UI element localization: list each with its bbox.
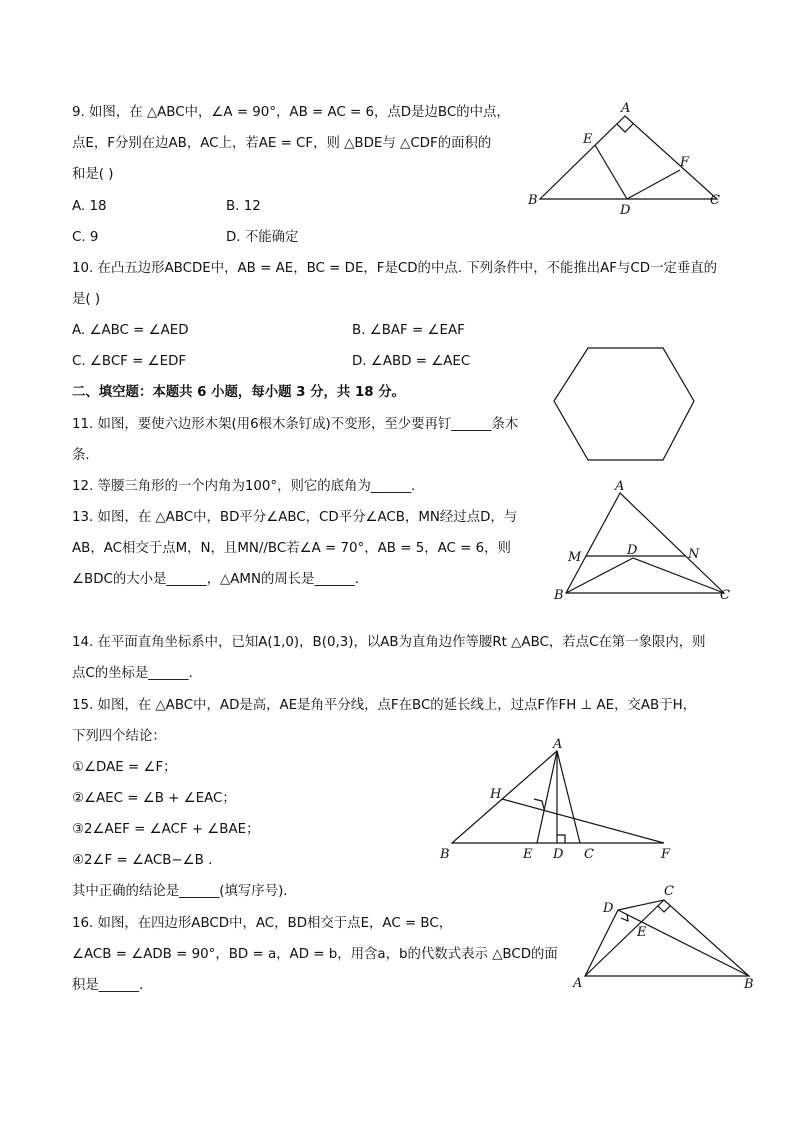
q15-label-c: C [584, 847, 594, 862]
q16-right-angle-mark-c [658, 906, 670, 912]
q9-label-d: D [620, 203, 631, 218]
q13-stem-line3: ∠BDC的大小是______，△AMN的周长是______. [72, 572, 359, 587]
q10-option-d: D. ∠ABD = ∠AEC [352, 354, 471, 369]
q16-label-a: A [573, 976, 583, 991]
q11-stem-line2: 条. [72, 448, 90, 463]
q9-option-a: A. 18 [72, 199, 107, 214]
q16-quadrilateral-figure [566, 880, 766, 995]
q9-label-e: E [583, 132, 593, 147]
q15-right-angle-mark-d [557, 835, 565, 843]
q9-label-b: B [528, 193, 538, 208]
q16-diagonal-ac [585, 900, 664, 976]
q16-label-e: E [637, 925, 647, 940]
q13-label-m: M [568, 550, 582, 565]
q16-right-angle-mark-d [621, 914, 628, 921]
q11-stem-line1: 11. 如图，要使六边形木架(用6根木条钉成)不变形，至少要再钉______条木 [72, 417, 519, 432]
q16-label-c: C [664, 884, 674, 899]
q10-stem-line2: 是( ) [72, 292, 101, 307]
q16-diagonal-bd [618, 910, 749, 976]
q11-hexagon [554, 348, 694, 460]
section-title-fill-in: 二、填空题：本题共 6 小题，每小题 3 分，共 18 分。 [72, 385, 406, 400]
q13-label-a: A [615, 479, 625, 494]
q15-label-d: D [553, 847, 564, 862]
q15-bisector-ae [537, 751, 557, 843]
q10-option-a: A. ∠ABC = ∠AED [72, 323, 189, 338]
q15-label-e: E [523, 847, 533, 862]
q11-hexagon-figure [548, 343, 698, 465]
q12-stem: 12. 等腰三角形的一个内角为100°，则它的底角为______. [72, 479, 416, 494]
q13-triangle-abc [566, 493, 724, 593]
q14-stem-line2: 点C的坐标是______. [72, 666, 193, 681]
q10-option-b: B. ∠BAF = ∠EAF [352, 323, 465, 338]
q14-stem-line1: 14. 在平面直角坐标系中，已知A(1,0)，B(0,3)，以AB为直角边作等腰Rt △ABC，若点C在第一象限内，则 [72, 635, 706, 650]
q16-label-b: B [744, 977, 754, 992]
q15-stem-line3: 其中正确的结论是______(填写序号). [72, 884, 288, 899]
q15-triangle-abc [452, 751, 580, 843]
q15-stem-line1: 15. 如图，在 △ABC中，AD是高，AE是角平分线，点F在BC的延长线上，过点F作FH ⊥ AE，交AB于H， [72, 698, 697, 713]
q10-stem-line1: 10. 在凸五边形ABCDE中，AB = AE，BC = DE，F是CD的中点. 下列条件中，不能推出AF与CD一定垂直的 [72, 261, 718, 276]
q13-label-n: N [688, 547, 700, 562]
q9-label-a: A [621, 101, 631, 116]
q15-triangle-figure [436, 735, 686, 865]
q13-label-b: B [554, 588, 564, 603]
q15-label-h: H [490, 787, 502, 802]
q9-right-angle-mark [617, 124, 633, 132]
q13-stem-line2: AB，AC相交于点M，N，且MN//BC若∠A = 70°，AB = 5，AC = 6，则 [72, 541, 511, 556]
q10-option-c: C. ∠BCF = ∠EDF [72, 354, 187, 369]
q16-stem-line3: 积是______. [72, 978, 144, 993]
q15-label-b: B [440, 847, 450, 862]
q13-stem-line1: 13. 如图，在 △ABC中，BD平分∠ABC，CD平分∠ACB，MN经过点D，与 [72, 510, 518, 525]
q9-segment-df [627, 170, 680, 199]
q9-label-c: C [710, 193, 720, 208]
q15-segment-hf [502, 799, 664, 843]
q15-conclusion-3: ③2∠AEF = ∠ACF + ∠BAE； [72, 822, 260, 837]
q13-triangle-figure [548, 475, 738, 605]
q13-label-d: D [627, 543, 638, 558]
q9-option-b: B. 12 [226, 199, 261, 214]
q13-label-c: C [720, 588, 730, 603]
q13-segment-dc [633, 558, 724, 593]
q9-triangle-figure [520, 96, 730, 221]
q16-stem-line2: ∠ACB = ∠ADB = 90°，BD = a，AD = b，用含a，b的代数式表示 △BCD的面 [72, 947, 558, 962]
q15-label-a: A [553, 737, 563, 752]
q15-conclusion-1: ①∠DAE = ∠F； [72, 760, 177, 775]
q15-stem-line2: 下列四个结论： [72, 729, 166, 744]
q9-stem-line2: 点E，F分别在边AB，AC上，若AE = CF，则 △BDE与 △CDF的面积的 [72, 136, 492, 151]
q15-conclusion-4: ④2∠F = ∠ACB−∠B . [72, 853, 213, 868]
q16-stem-line1: 16. 如图，在四边形ABCD中，AC，BD相交于点E，AC = BC， [72, 916, 453, 931]
q9-option-d: D. 不能确定 [226, 230, 299, 245]
q15-label-f: F [661, 847, 671, 862]
q9-segment-ed [595, 145, 627, 199]
q16-label-d: D [603, 901, 614, 916]
q9-label-f: F [680, 155, 690, 170]
q9-stem-line1: 9. 如图，在 △ABC中，∠A = 90°，AB = AC = 6，点D是边BC的中点， [72, 105, 510, 120]
q9-stem-line3: 和是( ) [72, 167, 114, 182]
q15-conclusion-2: ②∠AEC = ∠B + ∠EAC； [72, 791, 236, 806]
q9-option-c: C. 9 [72, 230, 99, 245]
